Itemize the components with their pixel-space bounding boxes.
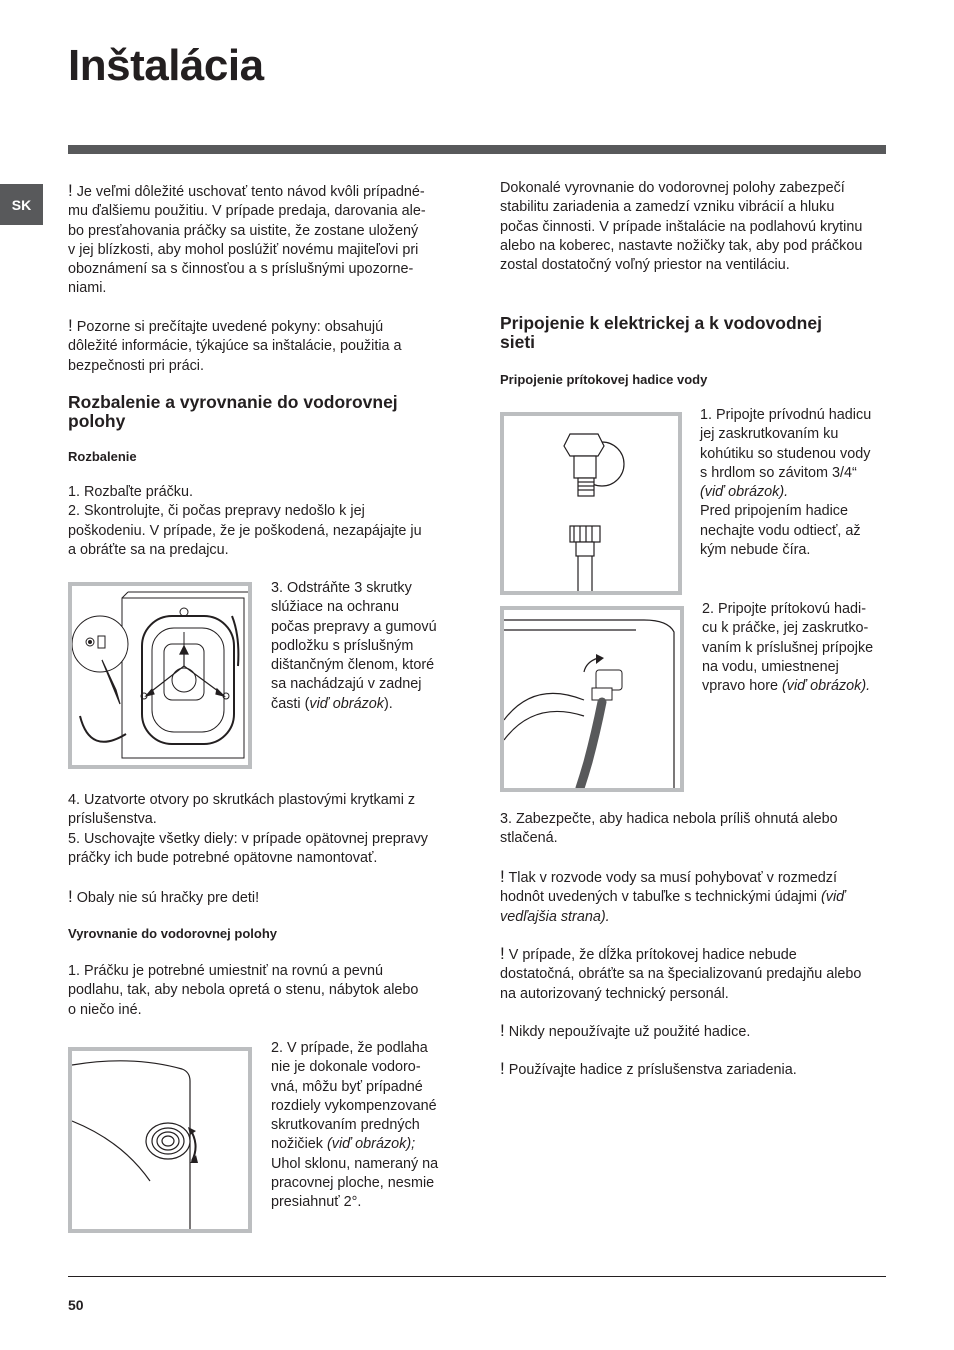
levelling-step2: 2. V prípade, že podlaha nie je dokonale vodoro- vná, môžu byť prípadné rozdiely vykompenzované skrutkovaním predných nožičiek (viď obrázok); Uhol sklonu, nameraný na pracovnej ploche, nesmie presiahnuť 2°. <box>271 1040 439 1211</box>
washing-machine-rear-illustration <box>72 586 248 765</box>
warning-icon: ! <box>68 316 73 335</box>
hose-step3: 3. Zabezpečte, aby hadica nebola príliš ohnutá alebo stlačená. <box>500 811 838 847</box>
steps-4-5: 4. Uzatvorte otvory po skrutkách plastovými krytkami z príslušenstva. 5. Uschovajte všetky diely: v prípade opätovnej prepravy práčky ich bude potrebné opätovne namontovať. <box>68 792 428 866</box>
warning-keep-manual: ! Je veľmi dôležité uschovať tento návod kvôli prípadné- mu ďalšiemu použitiu. V prípade predaja, darovania ale- bo presťahovania práčky sa uistite, že zostane uložený v jej blízkosti, aby mohol poslúžiť novému majiteľovi pri oboznámení sa s činnosťou a s príslušnými upozorne- niami. <box>68 181 426 297</box>
language-tab: SK <box>0 184 43 225</box>
warning-icon: ! <box>68 887 73 906</box>
title-divider <box>68 145 886 154</box>
page-number: 50 <box>68 1297 84 1313</box>
warning-icon: ! <box>500 1059 505 1078</box>
warning-icon: ! <box>68 181 73 200</box>
section-heading-unpacking-levelling: Rozbalenie a vyrovnanie do vodorovnej polohy <box>68 392 398 431</box>
figure-tap-connection <box>500 412 682 595</box>
hose-step1: 1. Pripojte prívodnú hadicu jej zaskrutkovaním ku kohútiku so studenou vody s hrdlom so závitom 3/4“ (viď obrázok). Pred pripojením hadice nechajte vodu odtiecť, až kým nebude číra. <box>700 407 872 559</box>
machine-inlet-illustration <box>504 610 680 788</box>
levelling-step1: 1. Práčku je potrebné umiestniť na rovnú a pevnú podlahu, tak, aby nebola opretá o stenu, nábytok alebo o niečo iné. <box>68 963 419 1018</box>
unpacking-steps: 1. Rozbaľte práčku. 2. Skontrolujte, či počas prepravy nedošlo k jej poškodeniu. V prípade, že je poškodená, nezapájajte ju a obráťte sa na predajcu. <box>68 484 422 558</box>
levelling-benefits: Dokonalé vyrovnanie do vodorovnej polohy zabezpečí stabilitu zariadenia a zamedzí vzniku vibrácií a hluku počas činnosti. V prípade inštalácie na podlahovú krytinu alebo na koberec, nastavte nožičky tak, aby pod práčkou zostal dostatočný voľný priestor na ventiláciu. <box>500 180 863 274</box>
warning-icon: ! <box>500 944 505 963</box>
section-heading-connections: Pripojenie k elektrickej a k vodovodnej sieti <box>500 313 822 352</box>
page-title: Inštalácia <box>68 41 264 90</box>
step3-remove-bolts: 3. Odstráňte 3 skrutky slúžiace na ochranu počas prepravy a gumovú podložku s príslušným dištančným členom, ktoré sa nachádzajú v zadnej časti (viď obrázok). <box>271 580 437 712</box>
warning-accessory-hoses: ! Používajte hadice z príslušenstva zariadenia. <box>500 1059 797 1078</box>
warning-icon: ! <box>500 1021 505 1040</box>
figure-transport-bolts <box>68 582 252 769</box>
warning-water-pressure: ! Tlak v rozvode vody sa musí pohybovať v rozmedzí hodnôt uvedených v tabuľke s technickými údajmi (viď vedľajšia strana). <box>500 867 846 925</box>
figure-adjustable-foot <box>68 1047 252 1233</box>
warning-hose-length: ! V prípade, že dĺžka prítokovej hadice nebude dostatočná, obráťte sa na špecializovanú predajňu alebo na autorizovaný technický personál. <box>500 944 862 1002</box>
warning-read-instructions: ! Pozorne si prečítajte uvedené pokyny: obsahujú dôležité informácie, týkajúce sa inštalácie, použitia a bezpečnosti pri práci. <box>68 316 402 374</box>
hose-step2: 2. Pripojte prítokovú hadi- cu k práčke, jej zaskrutko- vaním k príslušnej prípojke na vodu, umiestnenej vpravo hore (viď obrázok). <box>702 601 874 695</box>
footer-divider <box>68 1276 886 1277</box>
subheading-inlet-hose: Pripojenie prítokovej hadice vody <box>500 372 708 387</box>
subheading-levelling: Vyrovnanie do vodorovnej polohy <box>68 926 277 941</box>
warning-icon: ! <box>500 867 505 886</box>
tap-and-hose-illustration <box>504 416 678 591</box>
subheading-unpacking: Rozbalenie <box>68 449 137 464</box>
figure-machine-inlet-connection <box>500 606 684 792</box>
warning-used-hoses: ! Nikdy nepoužívajte už použité hadice. <box>500 1021 751 1040</box>
adjustable-foot-illustration <box>72 1051 248 1229</box>
warning-packaging: ! Obaly nie sú hračky pre deti! <box>68 887 260 906</box>
